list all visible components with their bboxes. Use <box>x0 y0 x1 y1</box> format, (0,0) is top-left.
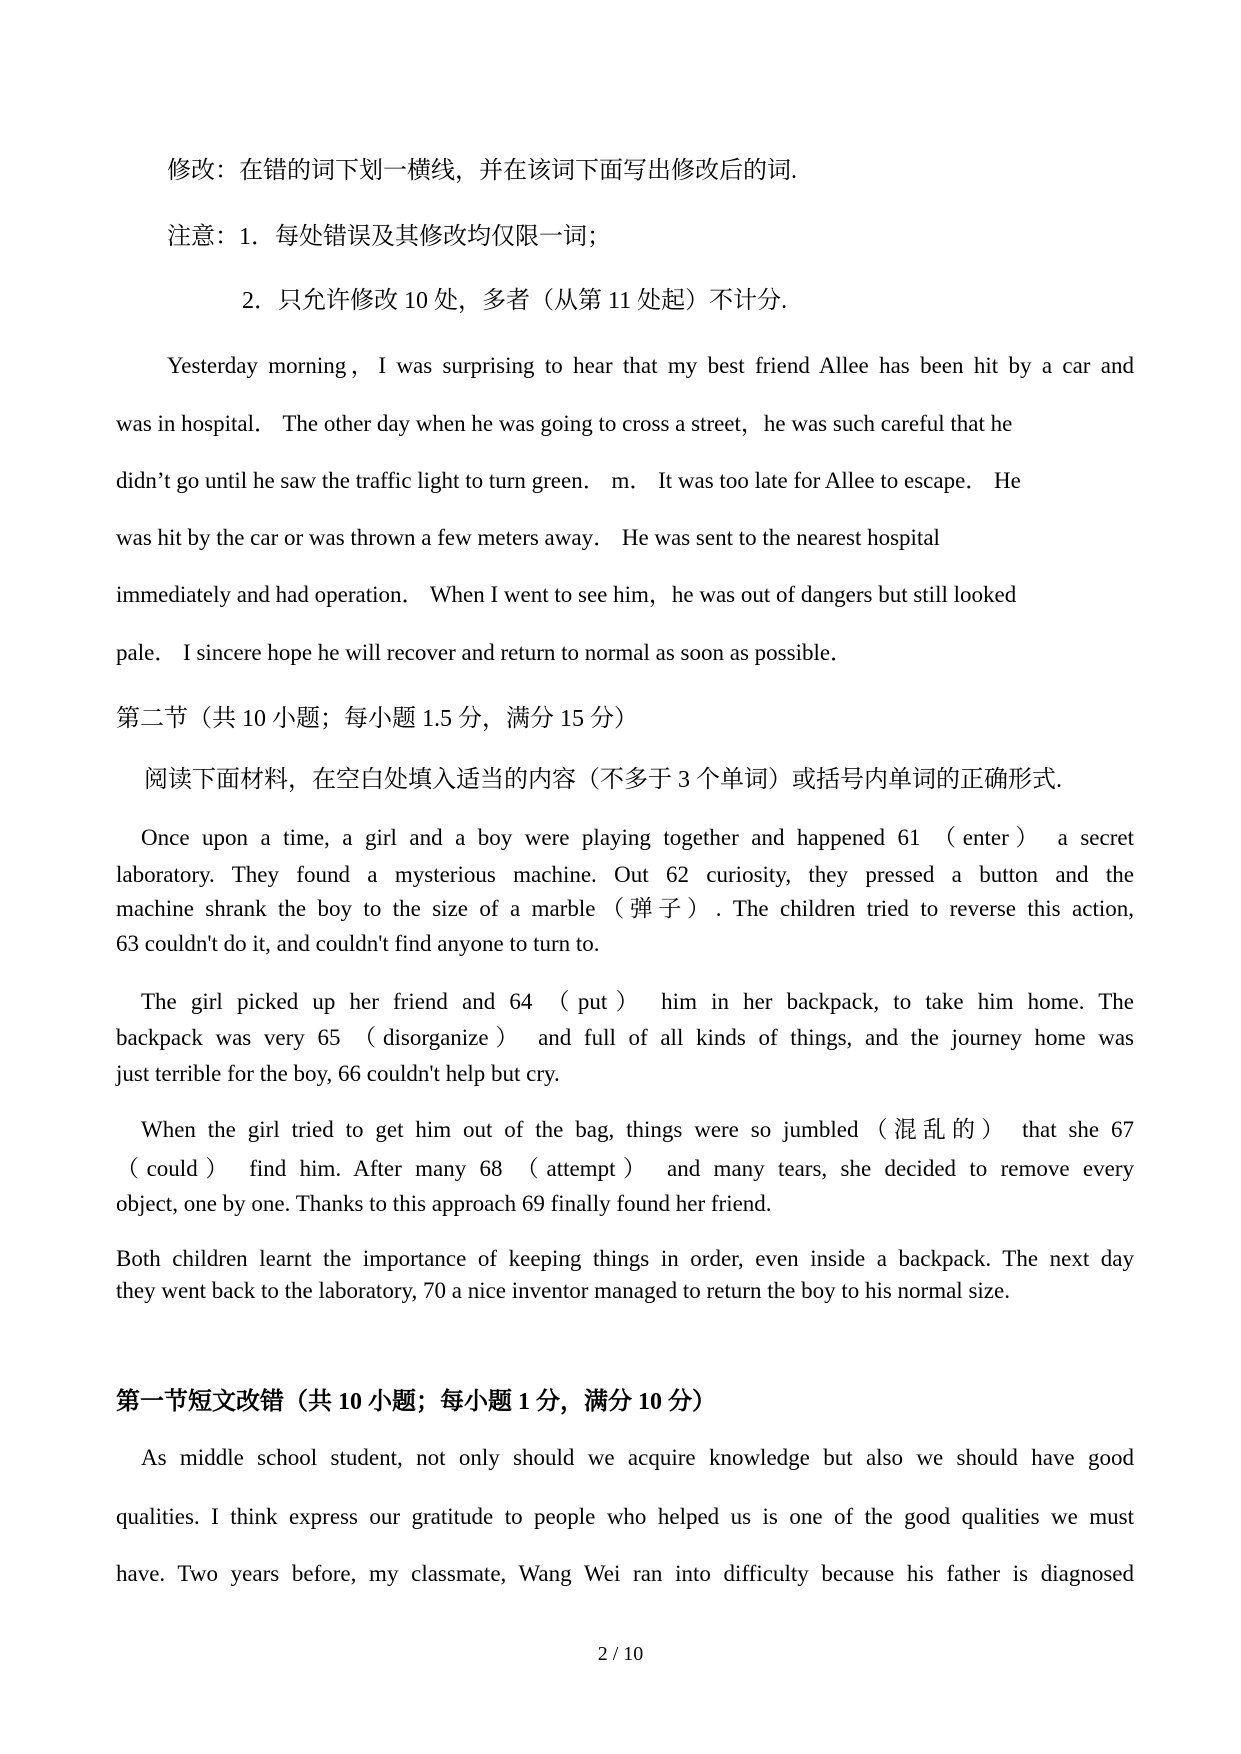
instruction-note-2: 2．只允许修改 10 处，多者（从第 11 处起）不计分. <box>242 288 788 314</box>
instruction-modify: 修改：在错的词下划一横线，并在该词下面写出修改后的词. <box>167 158 797 184</box>
section-directions: 阅读下面材料，在空白处填入适当的内容（不多于 3 个单词）或括号内单词的正确形式. <box>144 767 1062 793</box>
page-number: 2 / 10 <box>597 1643 644 1665</box>
cloze-line: （could） find him. After many 68 （attempt） and many tears, she decided to remove every <box>116 1156 1134 1181</box>
cloze-line: 63 couldn't do it, and couldn't find anyone to turn to. <box>116 931 600 956</box>
cloze-line: just terrible for the boy, 66 couldn't help but cry. <box>116 1061 560 1086</box>
correction-heading: 第一节短文改错（共 10 小题；每小题 1 分，满分 10 分） <box>116 1389 716 1415</box>
passage-line: didn’t go until he saw the traffic light to turn green． m． It was too late for Allee to escape． He <box>116 468 1021 493</box>
cloze-line: Both children learnt the importance of keeping things in order, even inside a backpack. The next day <box>116 1246 1134 1271</box>
passage-line: was in hospital． The other day when he was going to cross a street，he was such careful that he <box>116 411 1013 436</box>
section-heading: 第二节（共 10 小题；每小题 1.5 分，满分 15 分） <box>116 706 638 732</box>
instruction-note-1: 注意：1．每处错误及其修改均仅限一词； <box>167 224 611 250</box>
cloze-line: When the girl tried to get him out of the bag, things were so jumbled（混乱的） that she 67 <box>141 1117 1134 1142</box>
cloze-line: backpack was very 65 （disorganize） and full of all kinds of things, and the journey home was <box>116 1025 1134 1050</box>
cloze-line: object, one by one. Thanks to this approach 69 finally found her friend. <box>116 1191 772 1216</box>
passage-line: was hit by the car or was thrown a few meters away． He was sent to the nearest hospital <box>116 525 940 550</box>
passage-line: pale． I sincere hope he will recover and return to normal as soon as possible． <box>116 640 854 665</box>
correction-line: have. Two years before, my classmate, Wang Wei ran into difficulty because his father is diagnosed <box>116 1561 1134 1586</box>
cloze-line: The girl picked up her friend and 64 （put） him in her backpack, to take him home. The <box>141 989 1134 1014</box>
cloze-line: laboratory. They found a mysterious machine. Out 62 curiosity, they pressed a button and the <box>116 862 1134 887</box>
passage-line: Yesterday morning，I was surprising to hear that my best friend Allee has been hit by a car and <box>167 353 1134 378</box>
cloze-line: machine shrank the boy to the size of a marble（弹子）. The children tried to reverse this action, <box>116 896 1134 921</box>
passage-line: immediately and had operation． When I went to see him，he was out of dangers but still looked <box>116 582 1017 607</box>
cloze-line: Once upon a time, a girl and a boy were playing together and happened 61 （enter） a secret <box>141 825 1134 850</box>
correction-line: qualities. I think express our gratitude to people who helped us is one of the good qualities we must <box>116 1504 1134 1529</box>
correction-line: As middle school student, not only should we acquire knowledge but also we should have good <box>141 1445 1134 1470</box>
cloze-line: they went back to the laboratory, 70 a nice inventor managed to return the boy to his normal size. <box>116 1278 1010 1303</box>
